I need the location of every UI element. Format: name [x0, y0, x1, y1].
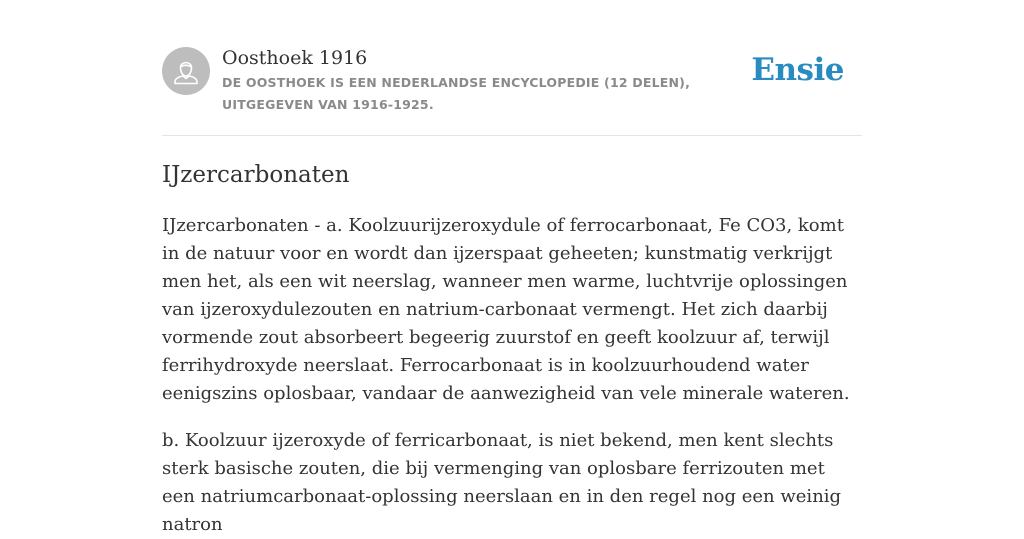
article-body — [162, 212, 862, 539]
source-description: DE OOSTHOEK IS EEN NEDERLANDSE ENCYCLOPEDIE (12 DELEN), UITGEGEVEN VAN 1916-1925. — [222, 75, 691, 112]
article-paragraph: b. Koolzuur ijzeroxyde of ferricarbonaat, is niet bekend, men kent slechts sterk basische zouten, die bij vermenging van oplosbare ferrizouten met een natriumcarbonaat-oplossing neerslaan en in den regel nog een weinig natron — [162, 430, 842, 535]
article-paragraph: IJzercarbonaten - a. Koolzuurijzeroxydule of ferrocarbonaat, Fe CO3, komt in de natuur voor en wordt dan ijzerspaat geheeten; kunstmatig verkrijgt men het, als een wit neerslag, wanneer men warme, luchtvrije oplossingen van ijzeroxydulezouten en natrium-carbonaat vermengt. Het zich daarbij vormende zout absorbeert begeerig zuurstof en geeft koolzuur af, terwijl ferrihydroxyde neerslaat. Ferrocarbonaat is in koolzuurhoudend water eenigszins oplosbaar, vandaar de aanwezigheid van vele minerale wateren. — [162, 215, 850, 404]
article-title: IJzercarbonaten — [162, 162, 350, 188]
ensie-logo[interactable]: Ensie — [751, 52, 844, 88]
header-divider — [162, 135, 862, 136]
article — [162, 158, 862, 539]
user-icon — [162, 47, 210, 95]
source-name[interactable]: Oosthoek 1916 — [222, 47, 368, 69]
source-avatar[interactable] — [162, 47, 210, 95]
source-header — [162, 46, 862, 116]
